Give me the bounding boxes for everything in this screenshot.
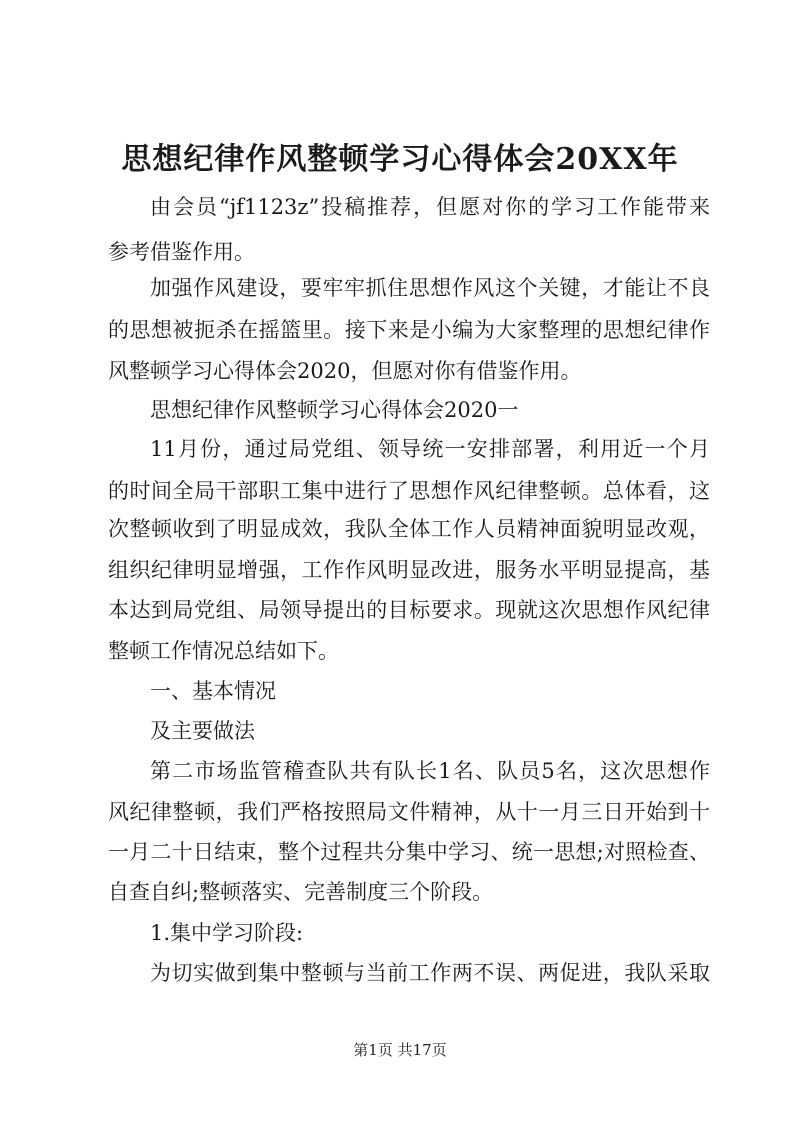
paragraph-line: 自查自纠;整顿落实、完善制度三个阶段。 — [108, 880, 494, 904]
subsection-heading: 1.集中学习阶段: — [150, 921, 304, 945]
paragraph-line: 第二市场监管稽查队共有队长1名、队员5名，这次思想作 — [150, 759, 710, 783]
paragraph-line: 一月二十日结束，整个过程共分集中学习、统一思想;对照检查、 — [108, 840, 710, 864]
paragraph-line: 风整顿学习心得体会2020，但愿对你有借鉴作用。 — [108, 359, 582, 383]
paragraph-line: 由会员“jf1123z”投稿推荐，但愿对你的学习工作能带来 — [150, 195, 710, 219]
paragraph-line: 为切实做到集中整顿与当前工作两不误、两促进，我队采取 — [150, 961, 710, 985]
section-heading: 及主要做法 — [150, 719, 255, 743]
paragraph-line: 整顿工作情况总结如下。 — [108, 639, 339, 663]
paragraph-line: 本达到局党组、局领导提出的目标要求。现就这次思想作风纪律 — [108, 598, 710, 622]
paragraph-line: 加强作风建设，要牢牢抓住思想作风这个关键，才能让不良 — [150, 276, 710, 300]
section-heading: 思想纪律作风整顿学习心得体会2020一 — [150, 398, 519, 422]
paragraph-line: 的时间全局干部职工集中进行了思想作风纪律整顿。总体看，这 — [108, 479, 710, 503]
paragraph-line: 风纪律整顿，我们严格按照局文件精神，从十一月三日开始到十 — [108, 800, 710, 824]
page-number: 第1页 共17页 — [353, 1041, 447, 1059]
paragraph-line: 的思想被扼杀在摇篮里。接下来是小编为大家整理的思想纪律作 — [108, 318, 710, 342]
paragraph-line: 组织纪律明显增强，工作作风明显改进，服务水平明显提高，基 — [108, 558, 710, 582]
paragraph-line: 参考借鉴作用。 — [108, 240, 255, 264]
section-heading: 一、基本情况 — [150, 679, 276, 703]
paragraph-line: 次整顿收到了明显成效，我队全体工作人员精神面貌明显改观， — [108, 517, 710, 541]
document-title: 思想纪律作风整顿学习心得体会20XX年 — [121, 142, 679, 177]
paragraph-line: 11月份，通过局党组、领导统一安排部署，利用近一个月 — [150, 437, 710, 461]
